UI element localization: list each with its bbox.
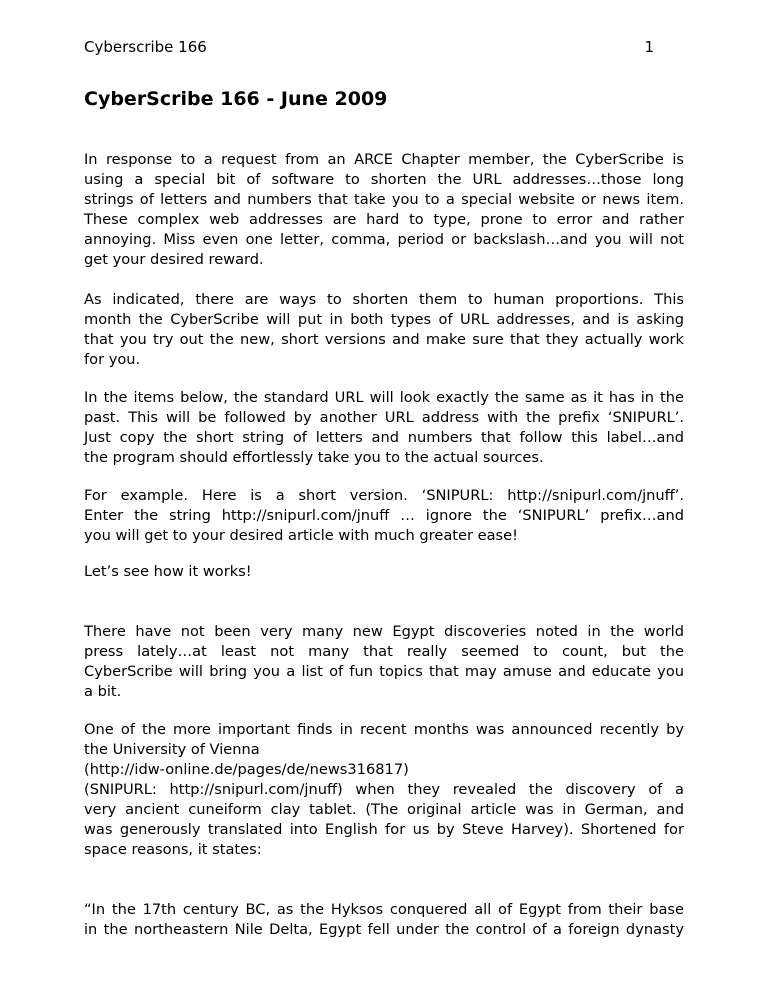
header-doc-name: Cyberscribe 166 bbox=[84, 38, 207, 56]
paragraph-line: using a special bit of software to shorten the URL addresses…those long bbox=[84, 171, 684, 188]
paragraph-8 bbox=[84, 900, 684, 940]
paragraph-line: month the CyberScribe will put in both types of URL addresses, and is asking bbox=[84, 311, 684, 328]
paragraph-line: (SNIPURL: http://snipurl.com/jnuff) when they revealed the discovery of a bbox=[84, 781, 684, 798]
paragraph-line: As indicated, there are ways to shorten them to human proportions. This bbox=[84, 291, 684, 308]
paragraph-line: Enter the string http://snipurl.com/jnuff … ignore the ‘SNIPURL’ prefix…and bbox=[84, 507, 684, 524]
paragraph-line: get your desired reward. bbox=[84, 251, 264, 268]
page-title: CyberScribe 166 - June 2009 bbox=[84, 88, 388, 110]
paragraph-line: In the items below, the standard URL will look exactly the same as it has in the bbox=[84, 389, 684, 406]
paragraph-line: the program should effortlessly take you to the actual sources. bbox=[84, 449, 544, 466]
paragraph-line: These complex web addresses are hard to type, prone to error and rather bbox=[84, 211, 684, 228]
paragraph-line: strings of letters and numbers that take you to a special website or news item. bbox=[84, 191, 684, 208]
paragraph-line: There have not been very many new Egypt discoveries noted in the world bbox=[84, 623, 684, 640]
paragraph-line: the University of Vienna bbox=[84, 741, 260, 758]
paragraph-line: CyberScribe will bring you a list of fun topics that may amuse and educate you bbox=[84, 663, 684, 680]
paragraph-line: in the northeastern Nile Delta, Egypt fell under the control of a foreign dynasty bbox=[84, 921, 684, 938]
paragraph-5 bbox=[84, 562, 684, 582]
paragraph-line: One of the more important finds in recent months was announced recently by bbox=[84, 721, 684, 738]
paragraph-3 bbox=[84, 388, 684, 468]
paragraph-line: Let’s see how it works! bbox=[84, 563, 252, 580]
paragraph-line: press lately…at least not many that really seemed to count, but the bbox=[84, 643, 684, 660]
paragraph-line: annoying. Miss even one letter, comma, period or backslash…and you will not bbox=[84, 231, 684, 248]
paragraph-line: “In the 17th century BC, as the Hyksos conquered all of Egypt from their base bbox=[84, 901, 684, 918]
paragraph-line: a bit. bbox=[84, 683, 122, 700]
paragraph-line: For example. Here is a short version. ‘SNIPURL: http://snipurl.com/jnuff’. bbox=[84, 487, 684, 504]
paragraph-line: past. This will be followed by another URL address with the prefix ‘SNIPURL’. bbox=[84, 409, 684, 426]
paragraph-line: that you try out the new, short versions and make sure that they actually work bbox=[84, 331, 684, 348]
paragraph-line: Just copy the short string of letters and numbers that follow this label…and bbox=[84, 429, 684, 446]
paragraph-4 bbox=[84, 486, 684, 546]
page-header bbox=[84, 38, 654, 56]
paragraph-line: (http://idw-online.de/pages/de/news316817) bbox=[84, 761, 409, 778]
paragraph-2 bbox=[84, 290, 684, 370]
paragraph-1 bbox=[84, 150, 684, 270]
paragraph-7 bbox=[84, 720, 684, 860]
paragraph-line: space reasons, it states: bbox=[84, 841, 262, 858]
paragraph-line: was generously translated into English for us by Steve Harvey). Shortened for bbox=[84, 821, 684, 838]
paragraph-6 bbox=[84, 622, 684, 702]
paragraph-line: very ancient cuneiform clay tablet. (The original article was in German, and bbox=[84, 801, 684, 818]
paragraph-line: for you. bbox=[84, 351, 141, 368]
paragraph-line: In response to a request from an ARCE Chapter member, the CyberScribe is bbox=[84, 151, 684, 168]
paragraph-line: you will get to your desired article with much greater ease! bbox=[84, 527, 518, 544]
header-page-number: 1 bbox=[644, 38, 654, 56]
